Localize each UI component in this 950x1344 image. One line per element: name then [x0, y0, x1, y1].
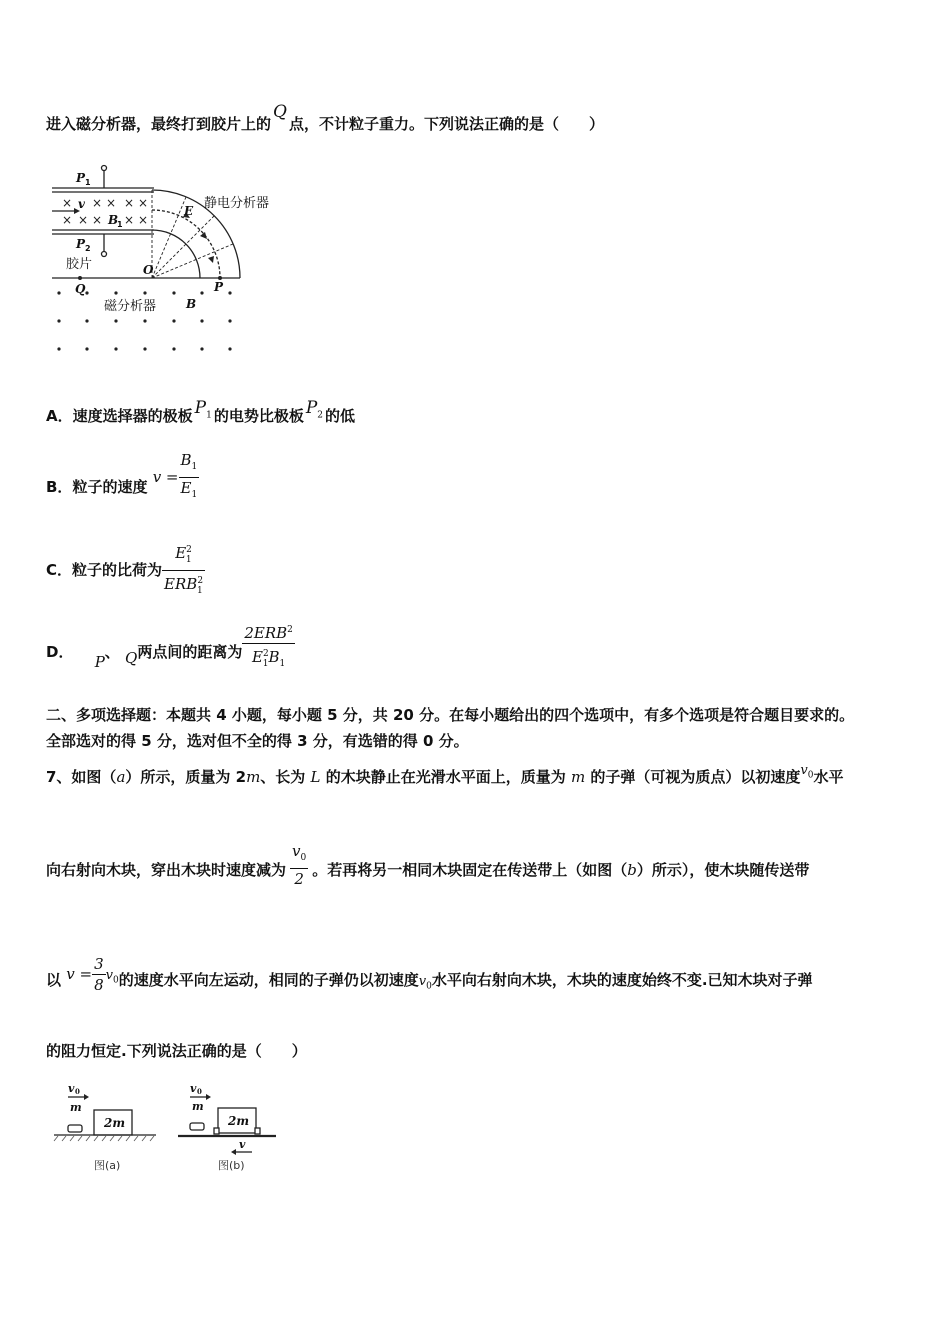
fig-a-block-label: 2m — [104, 1116, 126, 1130]
fig-b-stop-left — [214, 1128, 219, 1134]
fig-b-caption: 图(b) — [218, 1159, 245, 1172]
option-c-den-sub: 1 — [197, 586, 203, 596]
point-q — [78, 276, 82, 280]
option-d-letter: D． — [46, 643, 74, 661]
option-b-fraction — [179, 450, 200, 505]
option-a-text3: 的低 — [325, 407, 356, 425]
option-b-lhs: v = — [152, 468, 179, 486]
option-d-den-b-sub: 1 — [279, 658, 286, 669]
p1-terminal — [102, 166, 107, 171]
q6-stem — [46, 102, 604, 134]
q6-option-c — [46, 540, 205, 600]
option-b-letter: B． — [46, 478, 73, 496]
option-c-num-sub: 1 — [185, 555, 192, 565]
q6-stem-text-b: 点，不计粒子重力。下列说法正确的是（ ） — [288, 115, 604, 133]
option-d-num: 2ERB — [244, 623, 288, 642]
q6-stem-q: Q — [273, 102, 287, 122]
q7-figure-a — [50, 1080, 170, 1180]
q7-line4: 的阻力恒定.下列说法正确的是（ ） — [46, 1042, 307, 1060]
label-film: 胶片 — [66, 257, 93, 272]
cross-7: × — [78, 213, 89, 227]
label-p: P — [214, 280, 224, 294]
cross-10: × — [138, 213, 149, 227]
q7-l3-v0-sub: 0 — [112, 975, 119, 986]
cross-8: × — [92, 213, 103, 227]
option-a-p1: P — [194, 398, 207, 418]
fig-b-v: v — [239, 1138, 246, 1151]
q7-l1-m2: m — [570, 768, 586, 786]
q7-l1-fig-a: a — [116, 768, 126, 786]
label-static-analyzer: 静电分析器 — [204, 196, 270, 211]
label-b1: B — [108, 213, 119, 227]
option-d-den-e-sub: 1 — [262, 658, 269, 669]
q6-figure — [44, 160, 304, 360]
cross-2: × — [92, 196, 103, 210]
q7-l2-num: v — [292, 841, 301, 860]
label-b1-sub: 1 — [117, 220, 123, 229]
q7-l1-text-c: 、长为 — [260, 768, 311, 786]
q7-l1-text-f: 水平 — [813, 768, 844, 786]
q7-l3-den: 8 — [94, 976, 104, 994]
fig-a-caption: 图(a) — [94, 1159, 121, 1172]
label-q: Q — [75, 282, 86, 296]
section2-line2: 全部选对的得 5 分，选对但不全的得 3 分，有选错的得 0 分。 — [46, 732, 469, 750]
q7-l2-text-c: ）所示），使木块随传送带 — [636, 861, 810, 879]
cross-9: × — [124, 213, 135, 227]
option-b-num: B — [180, 451, 192, 469]
fig-b-v0: v — [190, 1082, 197, 1095]
option-a-text2: 的电势比极板 — [213, 407, 304, 425]
q6-option-b — [46, 451, 199, 517]
option-d-num-sup: 2 — [287, 624, 293, 635]
fig-b-bullet — [190, 1123, 204, 1130]
q7-line3 — [46, 950, 813, 1010]
option-a-p2-sub: 2 — [317, 410, 324, 421]
cross-3: × — [106, 196, 117, 210]
section2-line1: 二、多项选择题：本题共 4 小题，每小题 5 分，共 20 分。在每小题给出的四个选项中，有多个选项是符合题目要求的。 — [46, 706, 855, 724]
option-c-letter: C． — [46, 561, 73, 579]
q6-option-a — [46, 398, 356, 433]
option-a-letter: A． — [46, 407, 73, 425]
label-p2-sub: 2 — [85, 244, 91, 253]
q7-l1-text-a: 7、如图（ — [46, 768, 117, 786]
fig-a-m: m — [70, 1101, 82, 1114]
option-d-den-e-sup: 2 — [262, 648, 269, 659]
option-d-den-b: B — [268, 647, 280, 666]
q6-stem-text-a: 进入磁分析器，最终打到胶片上的 — [46, 115, 272, 133]
cross-4: × — [124, 196, 135, 210]
option-a-p1-sub: 1 — [206, 410, 212, 421]
label-mag-analyzer: 磁分析器 — [104, 299, 157, 314]
option-d-sep: 、 — [104, 643, 120, 661]
option-d-fraction — [242, 620, 295, 674]
fig-a-v0: v — [68, 1082, 75, 1095]
fig-a-bullet — [68, 1125, 82, 1132]
q7-l1-v0-sub: 0 — [807, 770, 814, 781]
label-p2: P — [76, 237, 86, 251]
q7-l3-text-a: 以 — [46, 971, 62, 989]
option-c-num: E — [175, 544, 187, 562]
option-d-p: P — [94, 653, 105, 671]
label-p1-sub: 1 — [85, 178, 91, 187]
q7-l1-L: L — [310, 768, 321, 786]
q6-option-d — [46, 622, 295, 682]
q7-l3-text-c: 水平向右射向木块，木块的速度始终不变.已知木块对子弹 — [431, 971, 813, 989]
label-e: E — [184, 204, 194, 218]
option-b-den-sub: 1 — [191, 490, 198, 500]
cross-5: × — [138, 196, 149, 210]
option-b-den: E — [180, 479, 192, 497]
fig-b-v0-sub: 0 — [197, 1087, 202, 1096]
e-arrow-3 — [208, 256, 214, 263]
fig-b-m: m — [192, 1100, 204, 1113]
q7-l1-v0: v — [800, 763, 808, 778]
q7-l2-den: 2 — [294, 869, 304, 888]
q7-l1-text-d: 的木块静止在光滑水平面上，质量为 — [320, 768, 571, 786]
option-d-text: 两点间的距离为 — [137, 643, 243, 661]
q7-l3-v0: v — [105, 968, 113, 983]
q7-l2-fraction — [290, 841, 308, 889]
q7-l2-num-sub: 0 — [300, 852, 307, 863]
fig-a-v0-sub: 0 — [75, 1087, 80, 1096]
q7-l3-fraction — [92, 954, 106, 995]
option-b-num-sub: 1 — [191, 462, 198, 472]
option-d-den-e: E — [252, 647, 263, 666]
option-a-p2: P — [305, 398, 318, 418]
cross-1: × — [62, 196, 73, 210]
label-b: B — [186, 297, 197, 311]
fig-b-stop-right — [255, 1128, 260, 1134]
q7-l3-v02: v — [418, 974, 427, 989]
q7-l3-v02-sub: 0 — [426, 981, 432, 992]
option-d-q: Q — [125, 649, 138, 667]
option-c-num-sup: 2 — [186, 545, 192, 555]
option-a-text1: 速度选择器的极板 — [72, 407, 193, 425]
point-p — [218, 276, 222, 280]
q7-l1-text-e: 的子弹（可视为质点）以初速度 — [585, 768, 801, 786]
q7-l3-text-b: 的速度水平向左运动，相同的子弹仍以初速度 — [118, 971, 419, 989]
p2-terminal — [102, 252, 107, 257]
q7-l2-text-b: 。若再将另一相同木块固定在传送带上（如图（ — [312, 861, 628, 879]
q7-figure-b — [176, 1080, 286, 1180]
q7-l3-num: 3 — [94, 955, 104, 973]
q7-l3-v: v = — [66, 965, 93, 983]
fig-b-block-label: 2m — [228, 1114, 250, 1128]
option-b-text: 粒子的速度 — [72, 478, 148, 496]
q7-l1-m: m — [246, 768, 261, 786]
label-v: v — [78, 197, 85, 211]
option-c-den-sup: 2 — [197, 576, 204, 586]
q7-l1-text-b: ）所示，质量为 2 — [125, 768, 247, 786]
q7-line2 — [46, 840, 809, 900]
label-o: O — [143, 263, 154, 277]
option-c-fraction — [162, 540, 205, 601]
q7-l2-text-a: 向右射向木块，穿出木块时速度减为 — [46, 861, 287, 879]
cross-6: × — [62, 213, 73, 227]
label-p1: P — [76, 171, 86, 185]
q7-line1 — [46, 763, 844, 794]
q7-l2-fig-b: b — [627, 861, 637, 879]
option-c-den: ERB — [164, 575, 198, 593]
option-c-text: 粒子的比荷为 — [72, 561, 163, 579]
